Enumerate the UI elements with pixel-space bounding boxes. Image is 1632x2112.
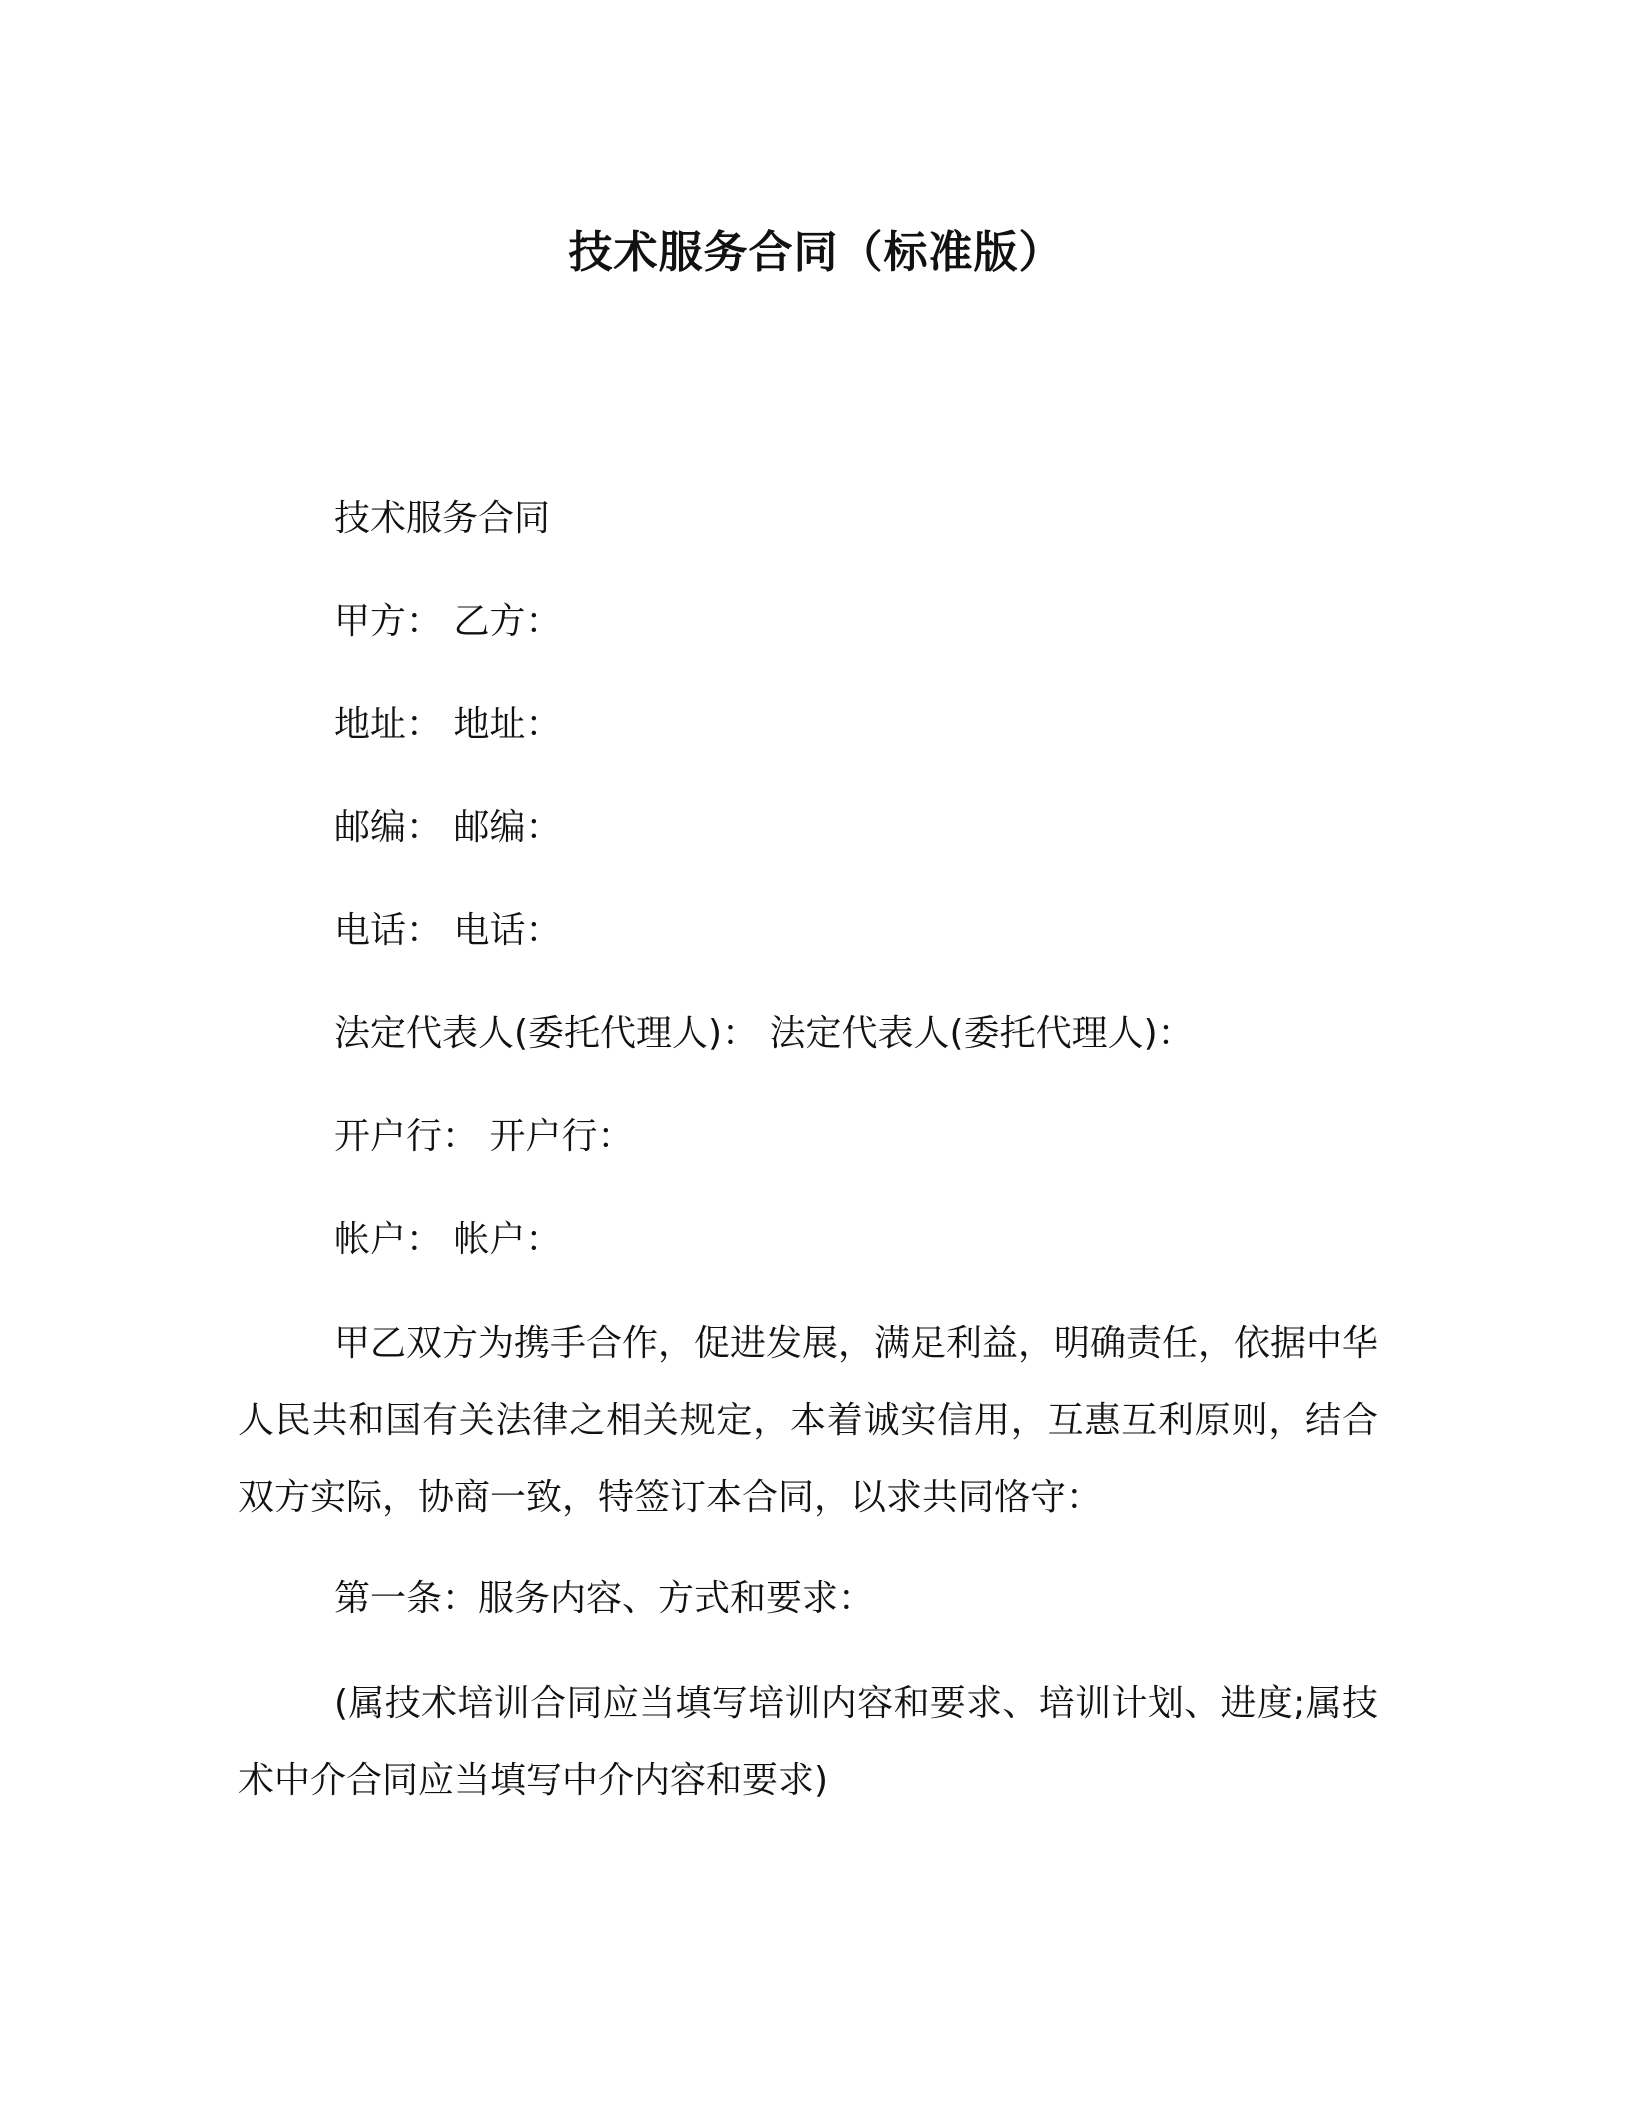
intro-paragraph: 甲乙双方为携手合作，促进发展，满足利益，明确责任，依据中华人民共和国有关法律之相关规定，本着诚实信用，互惠互利原则，结合双方实际，协商一致，特签订本合同，以求共同恪守： (238, 1323, 1379, 1518)
field-phone: 电话： 电话： (334, 910, 562, 951)
article-1-note: (属技术培训合同应当填写培训内容和要求、培训计划、进度;属技术中介合同应当填写中介内容和要求) (238, 1683, 1378, 1801)
document-title: 技术服务合同（标准版） (568, 227, 1064, 278)
field-postcode: 邮编： 邮编： (334, 807, 562, 848)
field-address: 地址： 地址： (334, 704, 562, 745)
field-bank: 开户行： 开户行： (334, 1116, 634, 1157)
field-party-names: 甲方： 乙方： (334, 601, 562, 642)
article-1-heading: 第一条：服务内容、方式和要求： (334, 1578, 875, 1619)
field-account: 帐户： 帐户： (334, 1219, 562, 1260)
contract-subtitle: 技术服务合同 (334, 498, 551, 539)
field-legal-representative: 法定代表人(委托代理人)： 法定代表人(委托代理人)： (334, 1013, 1194, 1054)
